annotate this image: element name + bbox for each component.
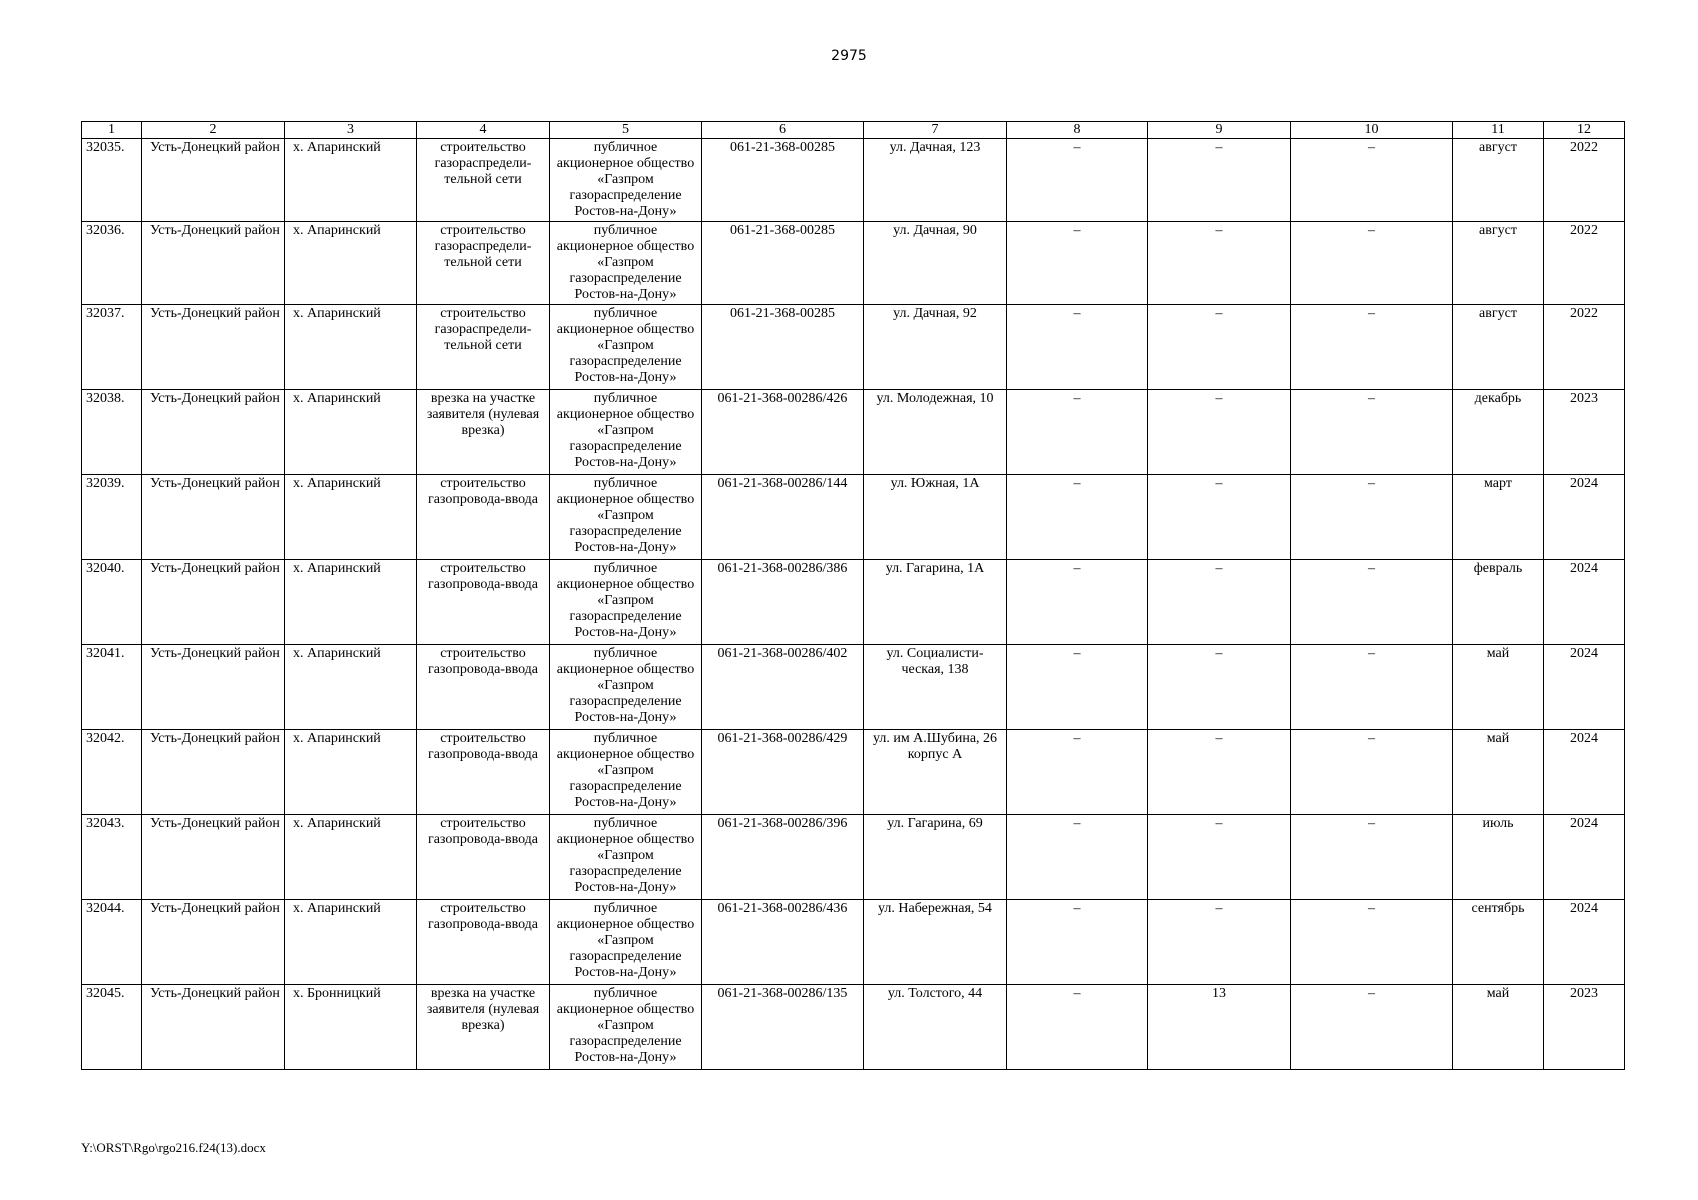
cell-col9: 13 xyxy=(1148,985,1291,1070)
cell-col10: – xyxy=(1291,390,1453,475)
cell-col8: – xyxy=(1007,645,1148,730)
cell-organization: публичное акционерное общество «Газпром газораспределение Ростов-на-Дону» xyxy=(550,985,702,1070)
data-table xyxy=(81,121,1625,1070)
cell-work-type: врезка на участке заявителя (нулевая врезка) xyxy=(417,390,550,475)
column-header: 1 xyxy=(82,122,142,139)
cell-code: 061-21-368-00286/386 xyxy=(702,560,864,645)
cell-year: 2024 xyxy=(1544,560,1625,645)
cell-work-type: строительство газопровода-ввода xyxy=(417,900,550,985)
cell-district: Усть-Донецкий район xyxy=(142,139,285,222)
cell-district: Усть-Донецкий район xyxy=(142,560,285,645)
cell-col9: – xyxy=(1148,900,1291,985)
column-header: 3 xyxy=(285,122,417,139)
cell-month: декабрь xyxy=(1453,390,1544,475)
cell-address: ул. Толстого, 44 xyxy=(864,985,1007,1070)
table-row xyxy=(82,985,1625,1070)
cell-district: Усть-Донецкий район xyxy=(142,900,285,985)
cell-organization: публичное акционерное общество «Газпром газораспределение Ростов-на-Дону» xyxy=(550,390,702,475)
cell-month: август xyxy=(1453,305,1544,390)
cell-number: 32035. xyxy=(82,139,142,222)
cell-address: ул. Южная, 1А xyxy=(864,475,1007,560)
cell-number: 32043. xyxy=(82,815,142,900)
cell-month: май xyxy=(1453,730,1544,815)
table-row xyxy=(82,305,1625,390)
cell-col8: – xyxy=(1007,815,1148,900)
cell-code: 061-21-368-00286/426 xyxy=(702,390,864,475)
cell-month: февраль xyxy=(1453,560,1544,645)
cell-address: ул. Дачная, 90 xyxy=(864,222,1007,305)
cell-col10: – xyxy=(1291,305,1453,390)
cell-settlement: х. Апаринский xyxy=(285,645,417,730)
cell-work-type: строительство газораспредели-тельной сети xyxy=(417,222,550,305)
cell-col10: – xyxy=(1291,139,1453,222)
cell-col9: – xyxy=(1148,139,1291,222)
table-row xyxy=(82,475,1625,560)
cell-col10: – xyxy=(1291,475,1453,560)
cell-organization: публичное акционерное общество «Газпром газораспределение Ростов-на-Дону» xyxy=(550,645,702,730)
cell-organization: публичное акционерное общество «Газпром газораспределение Ростов-на-Дону» xyxy=(550,139,702,222)
cell-col10: – xyxy=(1291,985,1453,1070)
cell-work-type: строительство газопровода-ввода xyxy=(417,815,550,900)
column-header: 10 xyxy=(1291,122,1453,139)
cell-settlement: х. Апаринский xyxy=(285,560,417,645)
cell-address: ул. Дачная, 123 xyxy=(864,139,1007,222)
cell-code: 061-21-368-00285 xyxy=(702,139,864,222)
cell-address: ул. Набережная, 54 xyxy=(864,900,1007,985)
cell-col8: – xyxy=(1007,475,1148,560)
cell-col9: – xyxy=(1148,560,1291,645)
cell-col10: – xyxy=(1291,900,1453,985)
cell-number: 32044. xyxy=(82,900,142,985)
cell-year: 2022 xyxy=(1544,305,1625,390)
cell-col8: – xyxy=(1007,560,1148,645)
cell-col9: – xyxy=(1148,730,1291,815)
column-header: 5 xyxy=(550,122,702,139)
cell-col9: – xyxy=(1148,222,1291,305)
cell-work-type: врезка на участке заявителя (нулевая врезка) xyxy=(417,985,550,1070)
cell-organization: публичное акционерное общество «Газпром газораспределение Ростов-на-Дону» xyxy=(550,475,702,560)
cell-month: июль xyxy=(1453,815,1544,900)
cell-work-type: строительство газопровода-ввода xyxy=(417,475,550,560)
cell-month: май xyxy=(1453,645,1544,730)
cell-year: 2022 xyxy=(1544,222,1625,305)
column-header: 7 xyxy=(864,122,1007,139)
cell-district: Усть-Донецкий район xyxy=(142,305,285,390)
cell-month: август xyxy=(1453,222,1544,305)
cell-address: ул. Социалисти-ческая, 138 xyxy=(864,645,1007,730)
cell-month: август xyxy=(1453,139,1544,222)
cell-year: 2024 xyxy=(1544,900,1625,985)
header-row xyxy=(82,122,1625,139)
cell-address: ул. Гагарина, 1А xyxy=(864,560,1007,645)
cell-col9: – xyxy=(1148,645,1291,730)
cell-col10: – xyxy=(1291,560,1453,645)
cell-col8: – xyxy=(1007,730,1148,815)
cell-district: Усть-Донецкий район xyxy=(142,475,285,560)
cell-col8: – xyxy=(1007,390,1148,475)
cell-month: май xyxy=(1453,985,1544,1070)
cell-col10: – xyxy=(1291,645,1453,730)
cell-number: 32042. xyxy=(82,730,142,815)
cell-code: 061-21-368-00286/135 xyxy=(702,985,864,1070)
cell-col8: – xyxy=(1007,900,1148,985)
table-row xyxy=(82,645,1625,730)
cell-settlement: х. Апаринский xyxy=(285,815,417,900)
cell-district: Усть-Донецкий район xyxy=(142,390,285,475)
cell-col8: – xyxy=(1007,222,1148,305)
table-row xyxy=(82,139,1625,222)
cell-year: 2024 xyxy=(1544,645,1625,730)
cell-number: 32039. xyxy=(82,475,142,560)
cell-address: ул. им А.Шубина, 26 корпус А xyxy=(864,730,1007,815)
cell-code: 061-21-368-00286/436 xyxy=(702,900,864,985)
cell-organization: публичное акционерное общество «Газпром газораспределение Ростов-на-Дону» xyxy=(550,560,702,645)
cell-number: 32037. xyxy=(82,305,142,390)
cell-district: Усть-Донецкий район xyxy=(142,645,285,730)
table-row xyxy=(82,730,1625,815)
column-header: 8 xyxy=(1007,122,1148,139)
cell-number: 32040. xyxy=(82,560,142,645)
cell-col8: – xyxy=(1007,985,1148,1070)
cell-settlement: х. Апаринский xyxy=(285,900,417,985)
column-header: 9 xyxy=(1148,122,1291,139)
cell-code: 061-21-368-00286/144 xyxy=(702,475,864,560)
cell-district: Усть-Донецкий район xyxy=(142,730,285,815)
cell-organization: публичное акционерное общество «Газпром газораспределение Ростов-на-Дону» xyxy=(550,222,702,305)
cell-number: 32038. xyxy=(82,390,142,475)
cell-year: 2024 xyxy=(1544,475,1625,560)
cell-work-type: строительство газораспредели-тельной сети xyxy=(417,305,550,390)
cell-number: 32045. xyxy=(82,985,142,1070)
cell-code: 061-21-368-00286/402 xyxy=(702,645,864,730)
cell-month: март xyxy=(1453,475,1544,560)
cell-work-type: строительство газопровода-ввода xyxy=(417,560,550,645)
cell-organization: публичное акционерное общество «Газпром газораспределение Ростов-на-Дону» xyxy=(550,730,702,815)
cell-col10: – xyxy=(1291,222,1453,305)
cell-district: Усть-Донецкий район xyxy=(142,815,285,900)
cell-work-type: строительство газопровода-ввода xyxy=(417,645,550,730)
column-header: 12 xyxy=(1544,122,1625,139)
cell-work-type: строительство газопровода-ввода xyxy=(417,730,550,815)
column-header: 11 xyxy=(1453,122,1544,139)
table-row xyxy=(82,560,1625,645)
cell-year: 2024 xyxy=(1544,730,1625,815)
cell-col8: – xyxy=(1007,139,1148,222)
cell-number: 32041. xyxy=(82,645,142,730)
column-header: 6 xyxy=(702,122,864,139)
cell-col9: – xyxy=(1148,390,1291,475)
table-row xyxy=(82,390,1625,475)
page-number: 2975 xyxy=(831,48,867,64)
cell-organization: публичное акционерное общество «Газпром газораспределение Ростов-на-Дону» xyxy=(550,815,702,900)
cell-code: 061-21-368-00285 xyxy=(702,222,864,305)
cell-month: сентябрь xyxy=(1453,900,1544,985)
table-row xyxy=(82,222,1625,305)
cell-settlement: х. Апаринский xyxy=(285,139,417,222)
cell-number: 32036. xyxy=(82,222,142,305)
cell-col9: – xyxy=(1148,305,1291,390)
footer-file-path: Y:\ORST\Rgo\rgo216.f24(13).docx xyxy=(81,1140,266,1155)
cell-code: 061-21-368-00285 xyxy=(702,305,864,390)
column-header: 4 xyxy=(417,122,550,139)
column-header: 2 xyxy=(142,122,285,139)
cell-address: ул. Молодежная, 10 xyxy=(864,390,1007,475)
cell-address: ул. Гагарина, 69 xyxy=(864,815,1007,900)
cell-settlement: х. Апаринский xyxy=(285,222,417,305)
cell-col9: – xyxy=(1148,475,1291,560)
cell-organization: публичное акционерное общество «Газпром газораспределение Ростов-на-Дону» xyxy=(550,900,702,985)
cell-settlement: х. Апаринский xyxy=(285,475,417,560)
cell-district: Усть-Донецкий район xyxy=(142,222,285,305)
cell-col10: – xyxy=(1291,815,1453,900)
cell-year: 2023 xyxy=(1544,985,1625,1070)
cell-col10: – xyxy=(1291,730,1453,815)
cell-settlement: х. Бронницкий xyxy=(285,985,417,1070)
cell-settlement: х. Апаринский xyxy=(285,305,417,390)
cell-district: Усть-Донецкий район xyxy=(142,985,285,1070)
cell-code: 061-21-368-00286/396 xyxy=(702,815,864,900)
table-row xyxy=(82,900,1625,985)
table-row xyxy=(82,815,1625,900)
cell-settlement: х. Апаринский xyxy=(285,390,417,475)
cell-year: 2023 xyxy=(1544,390,1625,475)
cell-code: 061-21-368-00286/429 xyxy=(702,730,864,815)
cell-year: 2024 xyxy=(1544,815,1625,900)
cell-col9: – xyxy=(1148,815,1291,900)
cell-address: ул. Дачная, 92 xyxy=(864,305,1007,390)
cell-work-type: строительство газораспредели-тельной сети xyxy=(417,139,550,222)
cell-year: 2022 xyxy=(1544,139,1625,222)
cell-settlement: х. Апаринский xyxy=(285,730,417,815)
cell-organization: публичное акционерное общество «Газпром газораспределение Ростов-на-Дону» xyxy=(550,305,702,390)
cell-col8: – xyxy=(1007,305,1148,390)
